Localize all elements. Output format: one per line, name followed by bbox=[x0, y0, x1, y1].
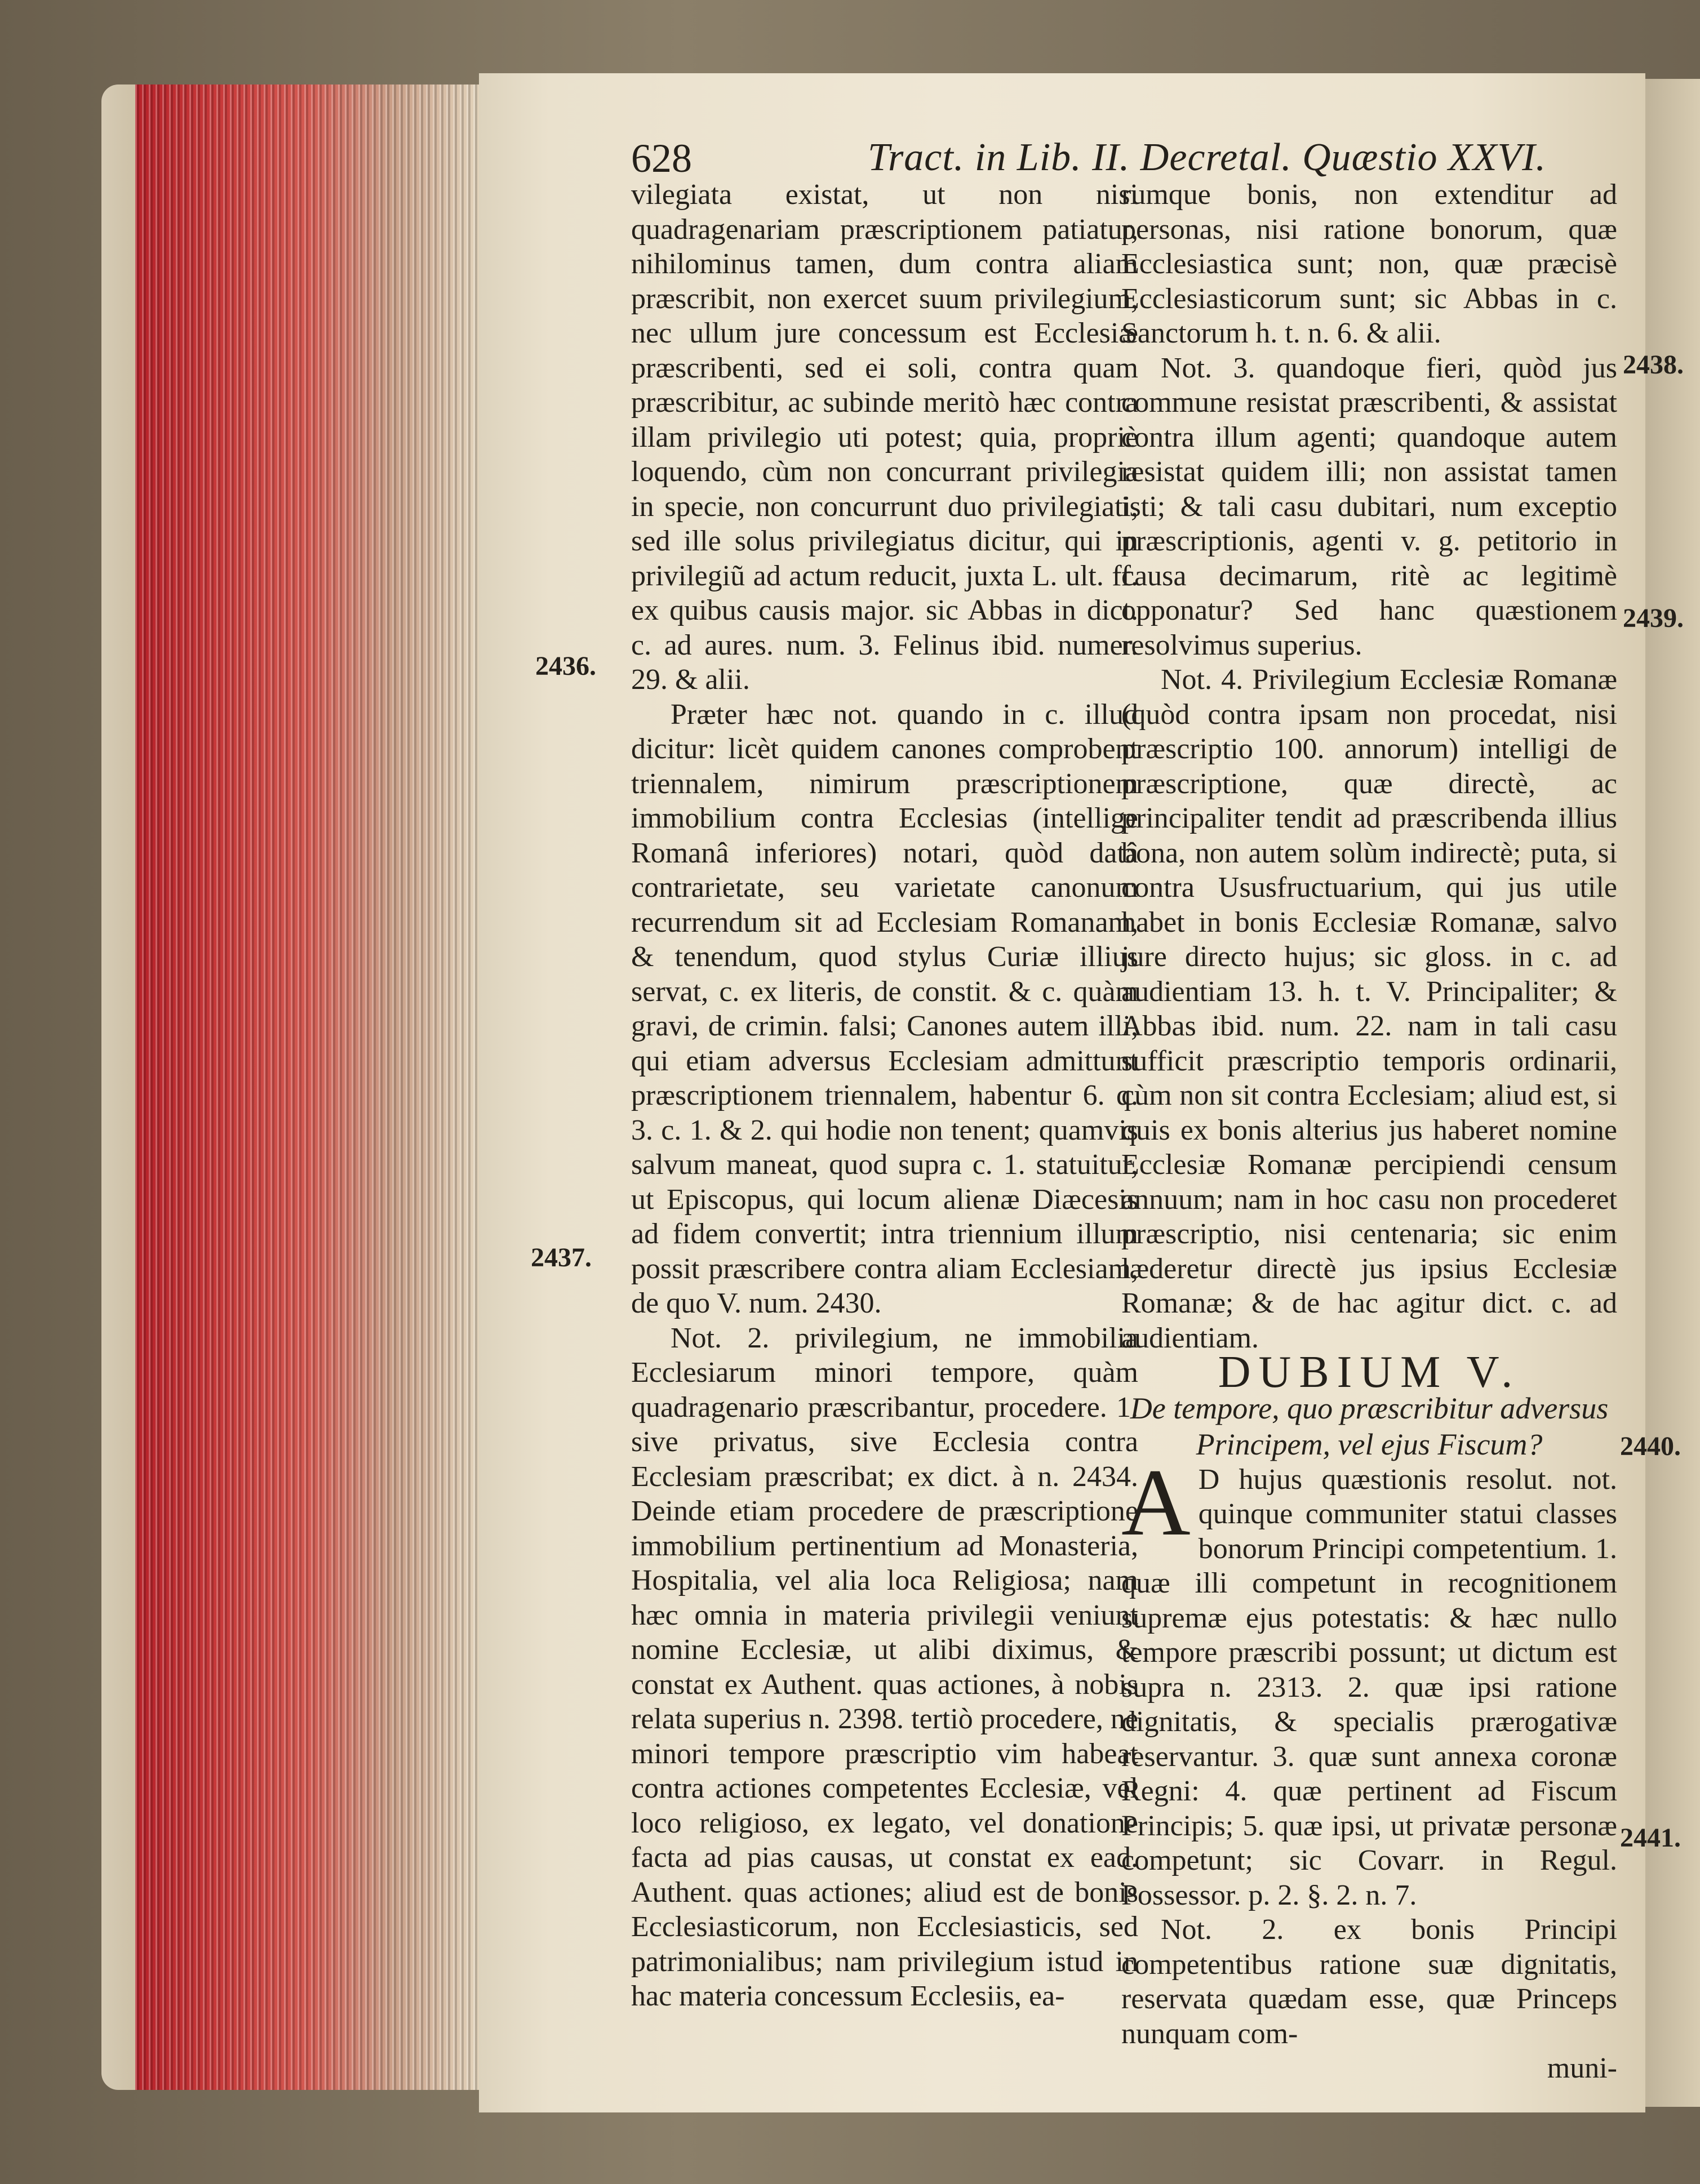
catchword: muni- bbox=[1547, 2052, 1617, 2084]
paragraph: Not. 4. Privilegium Ecclesiæ Romanæ (quòd contra ipsam non procedat, nisi præscriptio 100. annorum) intelligi de præscriptione, quæ directè, ac principaliter tendit ad præscribenda illius bona, non autem solùm indirectè; puta, si contra Ususfructuarium, qui jus utile habet in bonis Ecclesiæ Romanæ, salvo jure directo hujus; sic gloss. in c. ad audientiam 13. h. t. V. Principaliter; & Abbas ibid. num. 22. nam in tali casu sufficit præscriptio temporis ordinarii, cùm non sit contra Ecclesiam; aliud est, si quis ex bonis alterius jus haberet nomine Ecclesiæ Romanæ percipiendi censum annuum; nam in hoc casu non procederet præscriptio, nisi centenaria; sic enim læderetur directè jus ipsius Ecclesiæ Romanæ; & de hac agitur dict. c. ad audientiam. bbox=[1121, 664, 1617, 1354]
paragraph bbox=[1121, 1449, 1617, 1913]
paragraph: Not. 2. privilegium, ne immobilia Ecclesiarum minori tempore, quàm quadragenario præscribantur, procedere. 1. sive privatus, sive Ecclesia contra Ecclesiam præscribat; ex dict. à n. 2434. Deinde etiam procedere de præscriptione immobilium pertinentium ad Monasteria, Hospitalia, vel alia loca Religiosa; nam hæc omnia in materia privilegii veniunt nomine Ecclesiæ, ut alibi diximus, & constat ex Authent. quas actiones, à nobis relata superius n. 2398. tertiò procedere, ne minori tempore præscriptio vim habeat contra actiones competentes Ecclesiæ, vel loco religioso, ex legato, vel donatione facta ad pias causas, ut constat ex ead. Authent. quas actiones; aliud est de bonis Ecclesiasticorum, non Ecclesiasticis, sed patrimonialibus; nam privilegium istud in hac materia concessum Ecclesiis, ea- bbox=[631, 1322, 1138, 2012]
margin-number: 2441. bbox=[1620, 1823, 1681, 1853]
right-text-column bbox=[1121, 177, 1617, 2084]
margin-number: 2438. bbox=[1623, 350, 1684, 380]
paragraph: Not. 3. quandoque fieri, quòd jus commune resistat præscribenti, & assistat contra illum agenti; quandoque autem resistat quidem illi; non assistat tamen isti; & tali casu dubitari, num exceptio præscriptionis, agenti v. g. petitorio in causa decimarum, ritè ac legitimè opponatur? Sed hanc quæstionem resolvimus superius. bbox=[1121, 352, 1617, 661]
margin-number: 2440. bbox=[1620, 1431, 1681, 1461]
paragraph: Not. 2. ex bonis Principi competentibus ratione suæ dignitatis, reservata quædam esse, quæ Princeps nunquam com- bbox=[1121, 1914, 1617, 2050]
section-question: De tempore, quo præscribitur adversus Principem, vel ejus Fiscum? bbox=[1130, 1391, 1609, 1461]
red-page-edges bbox=[135, 84, 479, 2090]
margin-number: 2439. bbox=[1623, 603, 1684, 633]
paragraph: rumque bonis, non extenditur ad personas, nisi ratione bonorum, quæ Ecclesiastica sunt; non, quæ præcisè Ecclesiasticorum sunt; sic Abbas in c. Sanctorum h. t. n. 6. & alii. bbox=[1121, 179, 1617, 349]
book-page bbox=[479, 73, 1684, 2112]
margin-number: 2437. bbox=[531, 1243, 592, 1273]
paragraph: vilegiata existat, ut non nisi quadragenariam præscriptionem patiatur, nihilominus tamen, dum contra aliam præscribit, non exercet suum privilegium, nec ullum jure concessum est Ecclesiæ præscribenti, sed ei soli, contra quam præscribitur, ac subinde meritò hæc contra illam privilegio uti potest; quia, propriè loquendo, cùm non concurrant privilegia in specie, non concurrunt duo privilegiati, sed ille solus privilegiatus dicitur, qui in privilegiũ ad actum reducit, juxta L. ult. ff. ex quibus causis major. sic Abbas in dict. c. ad aures. num. 3. Felinus ibid. numer. 29. & alii. bbox=[631, 179, 1138, 696]
margin-number: 2436. bbox=[535, 651, 596, 681]
paragraph: Præter hæc not. quando in c. illud dicitur: licèt quidem canones comprobent triennalem, nimirum præscriptionem immobilium contra Ecclesias (intellige Romanâ inferiores) notari, quòd datâ contrarietate, seu varietate canonum recurrendum sit ad Ecclesiam Romanam, & tenendum, quod stylus Curiæ illius servat, c. ex literis, de constit. & c. quàm gravi, de crimin. falsi; Canones autem illi, qui etiam adversus Ecclesiam admittunt præscriptionem triennalem, habentur 6. q. 3. c. 1. & 2. qui hodie non tenent; quamvis salvum maneat, quod supra c. 1. statuitur, ut Episcopus, qui locum alienæ Diæcesis ad fidem convertit; intra triennium illum possit præscribere contra aliam Ecclesiam, de quo V. num. 2430. bbox=[631, 698, 1138, 1319]
drop-cap: A bbox=[1121, 1449, 1191, 1555]
left-text-column bbox=[631, 177, 1138, 2065]
running-title: Tract. in Lib. II. Decretal. Quæstio XXVI. bbox=[868, 136, 1547, 179]
paragraph-text: D hujus quæstionis resolut. not. quinque communiter statui classes bonorum Principi competentium. 1. quæ illi competunt in recognitionem supremæ ejus potestatis: & hæc nullo tempore præscribi possunt; ut dictum est supra n. 2313. 2. quæ ipsi ratione dignitatis, & specialis prærogativæ reservantur. 3. quæ sunt annexa coronæ Regni: 4. quæ pertinent ad Fiscum Principis; 5. quæ ipsi, ut privatæ personæ competunt; sic Covarr. in Regul. Possessor. p. 2. §. 2. n. 7. bbox=[1121, 1463, 1617, 1911]
facing-page-edge bbox=[1645, 79, 1700, 2107]
page-number: 628 bbox=[631, 136, 692, 181]
section-heading: DUBIUM V. bbox=[1218, 1347, 1521, 1397]
